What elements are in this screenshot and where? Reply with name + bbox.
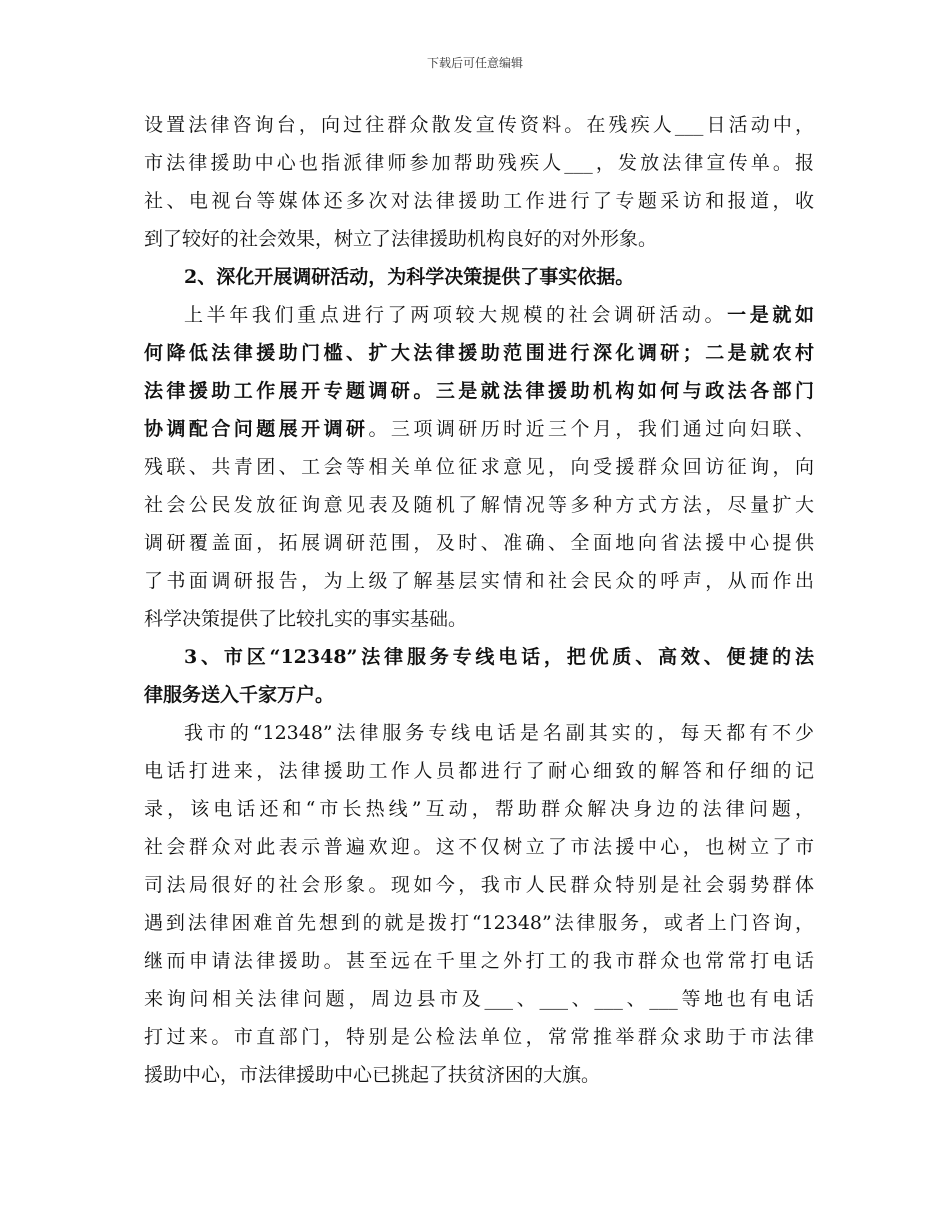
document-body (144, 106, 814, 1094)
text-run: 打过来。市直部门，特别是公检法单位，常常推举群众求助于市法律 (144, 1026, 814, 1048)
text-line (144, 904, 814, 942)
text-line (144, 220, 814, 258)
paragraph (144, 296, 814, 638)
text-line (144, 182, 814, 220)
text-line (144, 258, 814, 296)
text-line (144, 942, 814, 980)
text-line (144, 372, 814, 410)
text-run: 上半年我们重点进行了两项较大规模的社会调研活动。 (184, 304, 728, 326)
text-run: 援助中心，市法律援助中心已挑起了扶贫济困的大旗。 (144, 1064, 601, 1086)
text-run: 。三项调研历时近三个月，我们通过向妇联、 (368, 418, 814, 440)
text-run: 市法律援助中心也指派律师参加帮助残疾人___，发放法律宣传单。报 (144, 152, 814, 174)
bold-text: 一是就如 (727, 304, 814, 326)
section-heading (144, 258, 814, 296)
text-line (144, 600, 814, 638)
text-line (144, 790, 814, 828)
page-header: 下载后可任意编辑 (426, 56, 523, 70)
text-run: 设置法律咨询台，向过往群众散发宣传资料。在残疾人___日活动中， (144, 114, 814, 136)
text-run: 继而申请法律援助。甚至远在千里之外打工的我市群众也常常打电话 (144, 950, 814, 972)
section-heading (144, 638, 814, 714)
bold-text: 3、市区“12348”法律服务专线电话，把优质、高效、便捷的法 (184, 646, 814, 668)
text-line (144, 828, 814, 866)
text-line (144, 752, 814, 790)
text-line (144, 1018, 814, 1056)
text-line (144, 980, 814, 1018)
text-line (144, 562, 814, 600)
text-line (144, 144, 814, 182)
text-run: 来询问相关法律问题，周边县市及___、___、___、___等地也有电话 (144, 988, 814, 1010)
text-run: 了书面调研报告，为上级了解基层实情和社会民众的呼声，从而作出 (144, 570, 814, 592)
text-run: 录，该电话还和“市长热线”互动，帮助群众解决身边的法律问题， (144, 798, 814, 820)
text-run: 社、电视台等媒体还多次对法律援助工作进行了专题采访和报道，收 (144, 190, 814, 212)
text-run: 到了较好的社会效果，树立了法律援助机构良好的对外形象。 (144, 228, 658, 250)
text-run: 社会公民发放征询意见表及随机了解情况等多种方式方法，尽量扩大 (144, 494, 814, 516)
text-line (144, 106, 814, 144)
text-run: 遇到法律困难首先想到的就是拨打“12348”法律服务，或者上门咨询， (144, 912, 814, 934)
text-run: 科学决策提供了比较扎实的事实基础。 (144, 608, 468, 630)
text-run: 调研覆盖面，拓展调研范围，及时、准确、全面地向省法援中心提供 (144, 532, 814, 554)
text-line (144, 524, 814, 562)
text-line (144, 448, 814, 486)
text-run: 社会群众对此表示普遍欢迎。这不仅树立了市法援中心，也树立了市 (144, 836, 814, 858)
text-run: 残联、共青团、工会等相关单位征求意见，向受援群众回访征询，向 (144, 456, 814, 478)
text-run: 司法局很好的社会形象。现如今，我市人民群众特别是社会弱势群体 (144, 874, 814, 896)
bold-text: 律服务送入千家万户。 (144, 684, 335, 706)
text-line (144, 334, 814, 372)
text-run: 我市的“12348”法律服务专线电话是名副其实的，每天都有不少 (184, 722, 814, 744)
text-line (144, 296, 814, 334)
paragraph (144, 714, 814, 1094)
text-line (144, 410, 814, 448)
bold-text: 协调配合问题展开调研 (144, 418, 369, 440)
text-line (144, 866, 814, 904)
text-line (144, 1056, 814, 1094)
text-run: 电话打进来，法律援助工作人员都进行了耐心细致的解答和仔细的记 (144, 760, 814, 782)
bold-text: 2、深化开展调研活动，为科学决策提供了事实依据。 (184, 266, 635, 288)
bold-text: 何降低法律援助门槛、扩大法律援助范围进行深化调研；二是就农村 (144, 342, 814, 364)
text-line (144, 714, 814, 752)
paragraph (144, 106, 814, 258)
bold-text: 法律援助工作展开专题调研。三是就法律援助机构如何与政法各部门 (144, 380, 814, 402)
text-line (144, 676, 814, 714)
text-line (144, 638, 814, 676)
text-line (144, 486, 814, 524)
